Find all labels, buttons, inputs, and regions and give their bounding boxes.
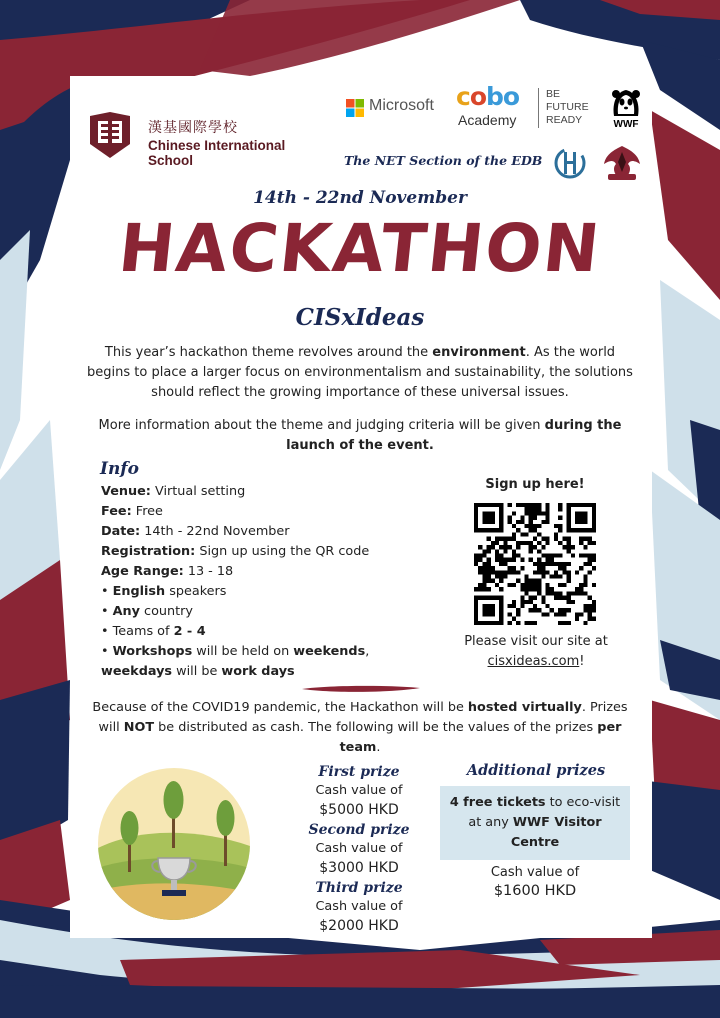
cobo-academy-logo xyxy=(456,82,596,132)
cobo-academy-label: Academy xyxy=(458,112,517,128)
info-registration: Registration: Sign up using the QR code xyxy=(101,544,370,559)
additional-prize-box: 4 free tickets to eco-visit at any WWF Visitor Centre xyxy=(440,786,630,860)
panda-icon xyxy=(608,86,644,120)
second-prize-title: Second prize xyxy=(308,822,410,838)
cobo-tag-line-3: READY xyxy=(546,114,583,126)
prize-list xyxy=(296,762,422,936)
third-prize-amount: $2000 HKD xyxy=(319,918,399,934)
phoenix-emblem-icon xyxy=(600,142,644,184)
visit-site-note: Please visit our site at cisxideas.com! xyxy=(446,632,626,672)
first-prize-amount: $5000 HKD xyxy=(319,802,399,818)
cobo-tag-line-2: FUTURE xyxy=(546,101,589,113)
brush-divider xyxy=(300,684,422,694)
second-prize-amount: $3000 HKD xyxy=(319,860,399,876)
school-name-english: Chinese International School xyxy=(148,138,286,168)
h-emblem-icon xyxy=(554,144,586,182)
microsoft-squares-icon xyxy=(346,99,364,117)
info-bullet-weekdays: weekdays will be work days xyxy=(101,664,295,679)
event-subtitle: CISxIdeas xyxy=(295,304,425,331)
signup-qr-code[interactable] xyxy=(474,503,596,625)
event-dates: 14th - 22nd November xyxy=(253,188,467,208)
info-venue: Venue: Virtual setting xyxy=(101,484,246,499)
third-prize-title: Third prize xyxy=(315,880,403,896)
trophy-landscape-illustration xyxy=(98,768,250,920)
cobo-divider xyxy=(538,88,539,128)
info-bullet-country: • Any country xyxy=(101,604,193,619)
info-list xyxy=(101,482,391,682)
info-heading: Info xyxy=(100,459,139,479)
additional-prize-amount: $1600 HKD xyxy=(493,883,577,899)
cobo-wordmark: cobo xyxy=(456,82,520,111)
additional-prizes-heading: Additional prizes xyxy=(466,762,606,779)
info-bullet-language: • English speakers xyxy=(101,584,227,599)
second-prize-cash-label: Cash value of xyxy=(315,841,403,856)
info-date: Date: 14th - 22nd November xyxy=(101,524,290,539)
first-prize-cash-label: Cash value of xyxy=(315,783,403,798)
signup-label: Sign up here! xyxy=(485,477,585,492)
microsoft-logo xyxy=(346,99,438,119)
covid-notice: Because of the COVID19 pandemic, the Hackathon will be hosted virtually. Prizes will NOT be distributed as cash. The following will be the values of the prizes per team. xyxy=(92,700,628,755)
info-age-range: Age Range: 13 - 18 xyxy=(101,564,234,579)
info-bullet-teams: • Teams of 2 - 4 xyxy=(101,624,206,639)
theme-description: This year’s hackathon theme revolves around the environment. As the world begins to place a larger focus on environmentalism and sustainability, the solutions should reflect the growing importance of these universal issues. xyxy=(87,345,633,400)
first-prize-title: First prize xyxy=(318,764,400,780)
cobo-tagline xyxy=(546,88,589,127)
school-name-chinese: 漢基國際學校 xyxy=(148,120,238,136)
microsoft-wordmark: Microsoft xyxy=(369,97,434,114)
info-fee: Fee: Free xyxy=(101,504,163,519)
third-prize-cash-label: Cash value of xyxy=(315,899,403,914)
info-bullet-workshops: • Workshops will be held on weekends, xyxy=(101,644,370,659)
additional-prize-cash-label: Cash value of xyxy=(490,865,580,880)
event-title: HACKATHON xyxy=(115,210,605,287)
site-link[interactable]: cisxideas.com xyxy=(487,654,580,669)
criteria-note: More information about the theme and judging criteria will be given during the launch of the event. xyxy=(98,418,622,453)
net-section-label: The NET Section of the EDB xyxy=(344,153,543,168)
cis-logo xyxy=(88,112,328,168)
cis-crest-icon xyxy=(88,112,132,158)
wwf-logo xyxy=(608,86,644,132)
visit-text: Please visit our site at xyxy=(464,634,608,649)
cobo-tag-line-1: BE xyxy=(546,88,561,100)
wwf-wordmark: WWF xyxy=(613,119,639,130)
